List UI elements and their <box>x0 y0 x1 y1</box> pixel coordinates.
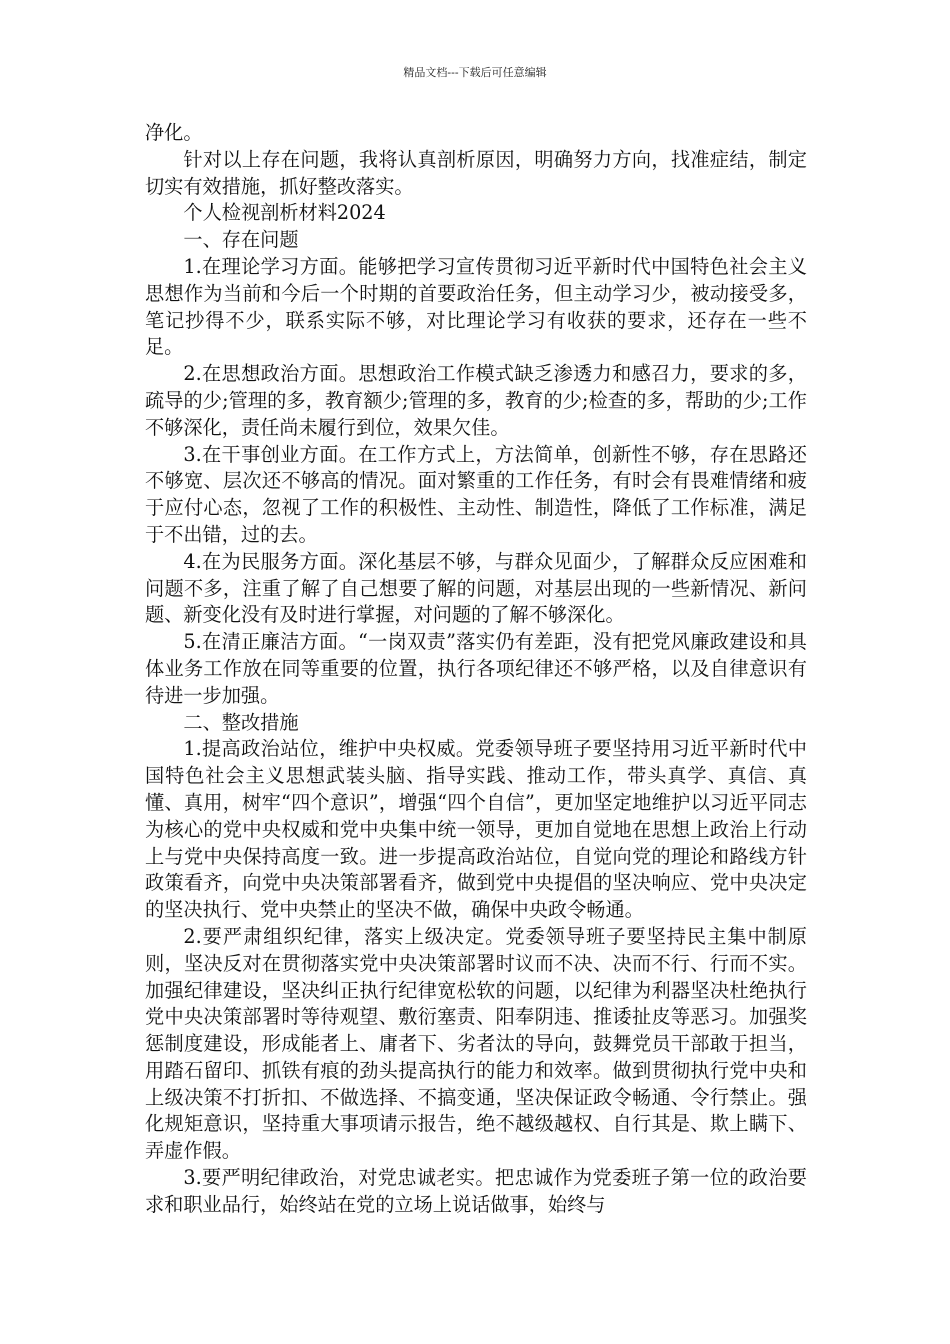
document-body <box>145 120 807 1219</box>
paragraph: 2.要严肃组织纪律，落实上级决定。党委领导班子要坚持民主集中制原则，坚决反对在贯彻落实党中央决策部署时议而不决、决而不行、行而不实。加强纪律建设，坚决纠正执行纪律宽松软的问题，以纪律为利器坚决杜绝执行党中央决策部署时等待观望、敷衍塞责、阳奉阴违、推诿扯皮等恶习。加强奖惩制度建设，形成能者上、庸者下、劣者汰的导向，鼓舞党员干部敢于担当，用踏石留印、抓铁有痕的劲头提高执行的能力和效率。做到贯彻执行党中央和上级决策不打折扣、不做选择、不搞变通，坚决保证政令畅通、令行禁止。强化规矩意识，坚持重大事项请示报告，绝不越级越权、自行其是、欺上瞒下、弄虚作假。 <box>145 924 807 1163</box>
section-heading-problems: 一、存在问题 <box>183 228 299 252</box>
paragraph: 5.在清正廉洁方面。“一岗双责”落实仍有差距，没有把党风廉政建设和具体业务工作放在同等重要的位置，执行各项纪律还不够严格，以及自律意识有待进一步加强。 <box>145 630 807 707</box>
paragraph: 2.在思想政治方面。思想政治工作模式缺乏渗透力和感召力，要求的多，疏导的少;管理的多，教育额少;管理的多，教育的少;检查的多，帮助的少;工作不够深化，责任尚未履行到位，效果欠佳。 <box>145 362 807 439</box>
document-title: 个人检视剖析材料2024 <box>183 201 386 225</box>
page-header: 精品文档---下载后可任意编辑 <box>403 66 547 79</box>
paragraph: 3.要严明纪律政治，对党忠诚老实。把忠诚作为党委班子第一位的政治要求和职业品行，始终站在党的立场上说话做事，始终与 <box>145 1166 807 1216</box>
paragraph: 1.提高政治站位，维护中央权威。党委领导班子要坚持用习近平新时代中国特色社会主义思想武装头脑、指导实践、推动工作，带头真学、真信、真懂、真用，树牢“四个意识”，增强“四个自信”，更加坚定地维护以习近平同志为核心的党中央权威和党中央集中统一领导，更加自觉地在思想上政治上行动上与党中央保持高度一致。进一步提高政治站位，自觉向党的理论和路线方针政策看齐，向党中央决策部署看齐，做到党中央提倡的坚决响应、党中央决定的坚决执行、党中央禁止的坚决不做，确保中央政令畅通。 <box>145 737 807 922</box>
paragraph: 净化。 <box>145 121 203 144</box>
section-heading-measures: 二、整改措施 <box>183 710 299 734</box>
paragraph: 针对以上存在问题，我将认真剖析原因，明确努力方向，找准症结，制定切实有效措施，抓好整改落实。 <box>145 147 807 198</box>
paragraph: 4.在为民服务方面。深化基层不够，与群众见面少，了解群众反应困难和问题不多，注重了解了自己想要了解的问题，对基层出现的一些新情况、新问题、新变化没有及时进行掌握，对问题的了解不够深化。 <box>145 549 807 627</box>
paragraph: 1.在理论学习方面。能够把学习宣传贯彻习近平新时代中国特色社会主义思想作为当前和今后一个时期的首要政治任务，但主动学习少，被动接受多，笔记抄得不少，联系实际不够，对比理论学习有收获的要求，还存在一些不足。 <box>145 254 807 359</box>
paragraph: 3.在干事创业方面。在工作方式上，方法简单，创新性不够，存在思路还不够宽、层次还不够高的情况。面对繁重的工作任务，有时会有畏难情绪和疲于应付心态，忽视了工作的积极性、主动性、制造性，降低了工作标准，满足于不出错，过的去。 <box>145 442 807 546</box>
